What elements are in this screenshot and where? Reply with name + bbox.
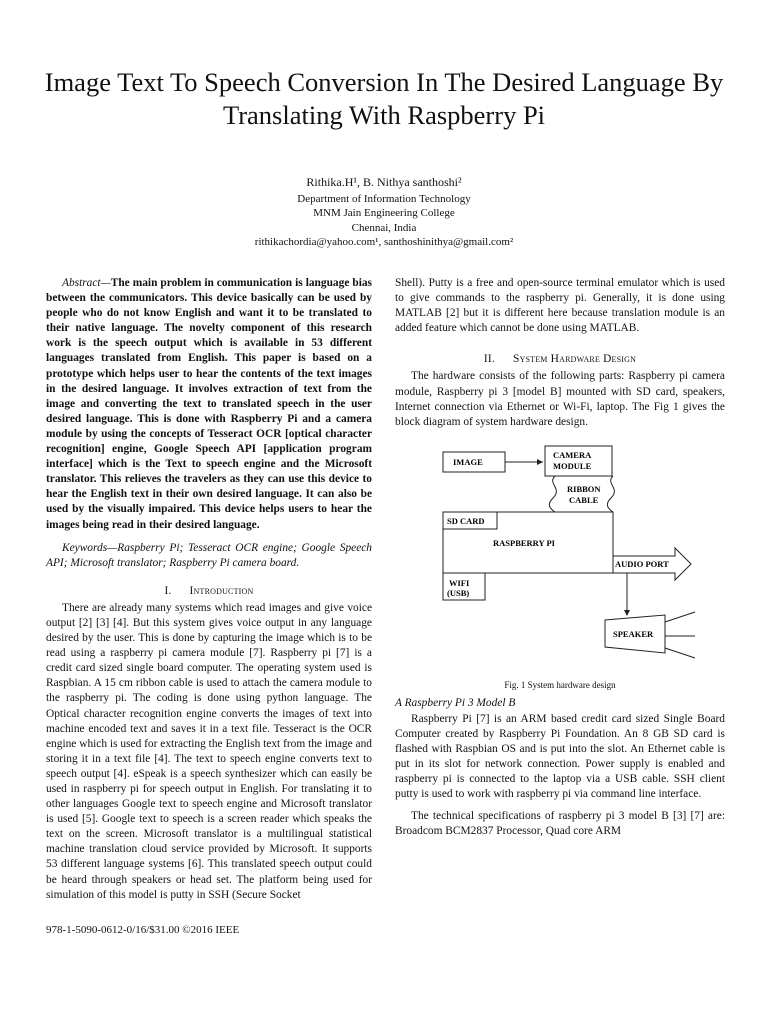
- label-module: MODULE: [553, 460, 592, 471]
- subsection-heading: A Raspberry Pi 3 Model B: [395, 696, 516, 709]
- keywords: Keywords—Raspberry Pi; Tesseract OCR engine; Google Speech API; Microsoft translator; Raspberry Pi camera board.: [46, 541, 372, 569]
- section-heading-introduction: [46, 584, 372, 599]
- copyright-footer: 978-1-5090-0612-0/16/$31.00 ©2016 IEEE: [46, 924, 240, 936]
- sound-lines: [665, 612, 695, 658]
- label-wifi: WIFI: [449, 577, 470, 588]
- department: Department of Information Technology: [297, 192, 471, 205]
- intro-continued: Shell). Putty is a free and open-source terminal emulator which is used to give commands to the raspberry pi. Generally, it is done using MATLAB [2] but it is different here because translation module is an added feature which cannot be done using MATLAB.: [395, 277, 725, 335]
- figure-block-diagram: [395, 440, 725, 690]
- label-image: IMAGE: [453, 456, 483, 467]
- emails: rithikachordia@yahoo.com¹, santhoshinithya@gmail.com²: [254, 236, 514, 248]
- label-cable: CABLE: [569, 494, 599, 505]
- paper-title: Image Text To Speech Conversion In The Desired Language By Translating With Raspberry Pi: [44, 67, 724, 130]
- section-number: II.: [483, 353, 495, 366]
- label-raspberry-pi: RASPBERRY PI: [493, 537, 555, 548]
- section-title: System Hardware Design: [512, 353, 637, 366]
- location: Chennai, India: [351, 221, 417, 234]
- author-names: Rithika.H¹, B. Nithya santhoshi²: [306, 175, 462, 189]
- figure-caption: Fig. 1 System hardware design: [504, 679, 616, 690]
- section-number: I.: [164, 584, 172, 597]
- label-usb: (USB): [447, 587, 470, 598]
- abstract-text: The main problem in communication is language bias between the communicators. This device basically can be used by people who do not know English and want it to be translated to their native language. The novelty component of this research work is the speech output which is available in 53 different languages translated from English. This paper is based on a prototype which helps user to hear the contents of the text images in the desired language. It involves extraction of text from the image and converting the text to translated speech in the user desired language. This is done with Raspberry Pi and a camera module by using the concepts of Tesseract OCR [optical character recognition] engine, Google Speech API [application program interface] which is the Text to speech engine and the Microsoft translator. This relieves the travelers as they can use this device to hear the English text in their own desired language. It can also be used by the visually impaired. This device helps users to hear the images being read in their desired language.: [46, 277, 372, 531]
- abstract: [46, 276, 372, 533]
- ribbon-cable-shape: [549, 476, 614, 512]
- rpi-paragraph: Raspberry Pi [7] is an ARM based credit card sized Single Board Computer created by Raspberry Pi Foundation. An 8 GB SD card is flashed with Raspbian OS and is put into the slot. An Ethernet cable is put in its slot for network connection. Power supply is enabled and raspberry pi is connected to the laptop via a USB cable. SSH client putty is used to work with raspberry pi via command line interface.: [395, 712, 725, 801]
- label-ribbon: RIBBON: [567, 483, 601, 494]
- right-column: [395, 276, 725, 839]
- label-audio-port: AUDIO PORT: [615, 558, 669, 569]
- label-sd-card: SD CARD: [447, 515, 485, 526]
- author-block: [0, 175, 768, 250]
- label-camera: CAMERA: [553, 449, 592, 460]
- section-heading-hardware: [395, 352, 725, 367]
- specs-paragraph: The technical specifications of raspberry pi 3 model B [3] [7] are: Broadcom BCM2837 Processor, Quad core ARM: [395, 809, 725, 837]
- section-title: Introduction: [189, 584, 254, 597]
- left-column: [46, 276, 372, 903]
- label-speaker: SPEAKER: [613, 628, 654, 639]
- college: MNM Jain Engineering College: [313, 207, 455, 219]
- hardware-paragraph: The hardware consists of the following parts: Raspberry pi camera module, Raspberry pi 3 [model B] mounted with SD card, speakers, Internet connection via Ethernet or Wi-Fi, laptop. The Fig 1 gives the block diagram of system hardware design.: [395, 370, 725, 428]
- intro-paragraph: There are already many systems which read images and give voice output [2] [3] [4]. But this system gives voice output in any language desired by the user. This is done by capturing the image which is to be read using a raspberry pi camera module [7]. Raspberry pi [7] is a credit card sized single board computer. The operating system used is Raspbian. A 15 cm ribbon cable is used to attach the camera module to the raspberry pi. The coding is done using python language. The Optical character recognition engine converts the images of text into machine encoded text and saves it in a text file. Tesseract is the OCR engine which is used for extracting the English text from the image and storing it in a text file [4]. The text to speech engine converts text to speech output [4]. eSpeak is a speech synthesizer which can easily be used in raspberry pi for speech output in English. For translating it to other languages Google text to speech engine and Microsoft translator is used [5]. Google text to speech is a screen reader which speaks the text on the screen. Microsoft translator is a multilingual statistical machine translation cloud service provided by Microsoft. It supports 53 different language systems [6]. This translated speech output could be heard through speakers or head set. The platform being used for simulation of this model is putty in SSH (Secure Socket: [46, 601, 372, 901]
- abstract-label: Abstract—: [62, 277, 111, 289]
- block-diagram: [395, 440, 725, 675]
